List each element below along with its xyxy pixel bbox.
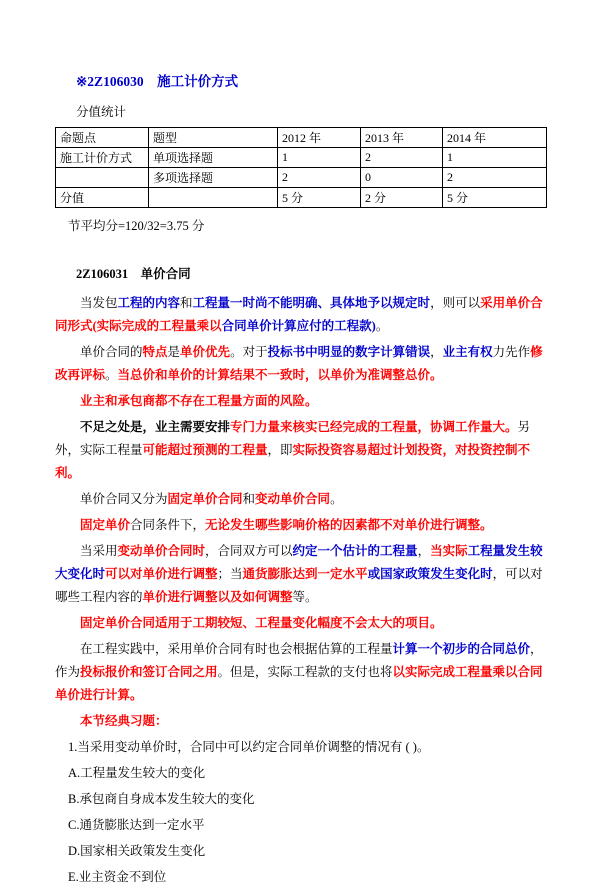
text-run: 当总价和单价的计算结果不一致时，以单价为准调整总价。 (117, 368, 443, 382)
text-run: 。但是，实际工程款的支付也将 (217, 665, 393, 679)
text-run: 修改再评标 (55, 345, 543, 382)
table-cell: 单项选择题 (149, 148, 278, 168)
option (68, 762, 552, 785)
text-run: ， (430, 345, 443, 359)
score-table-caption: 分值统计 (76, 105, 127, 119)
text-run: 以实际完成工程量乘以合同单价进行计算。 (55, 665, 543, 702)
text-run: 业主和承包商都不存在工程量方面的风险。 (80, 394, 318, 408)
text-run: C.通货膨胀达到一定水平 (68, 818, 205, 832)
table-cell: 施工计价方式 (56, 148, 149, 168)
text-run: 当发包 (80, 296, 118, 310)
table-cell: 5 分 (443, 188, 547, 208)
table-cell (149, 188, 278, 208)
table-cell: 2 (443, 168, 547, 188)
table-cell: 0 (361, 168, 443, 188)
text-run: 工程量发生较大变化时 (55, 544, 543, 581)
text-run: 变动单价合同 (255, 492, 331, 506)
text-run: ；当 (217, 567, 243, 581)
table-cell: 2 (278, 168, 361, 188)
table-cell: 5 分 (278, 188, 361, 208)
text-run: 是 (167, 345, 181, 359)
text-run: 合同条件下， (130, 518, 206, 532)
paragraph (55, 612, 552, 635)
text-run: 约定一个估计的工程量 (292, 544, 418, 558)
text-run: 在工程实践中，采用单价合同有时也会根据估算的工程量 (80, 642, 393, 656)
table-cell (56, 168, 149, 188)
average-score-note: 节平均分=120/32=3.75 分 (68, 219, 205, 233)
text-run: 不足之处是，业主需要安排 (80, 420, 231, 434)
text-run: 单价进行调整以及如何调整 (142, 590, 293, 604)
table-body (56, 148, 547, 208)
text-run: 。 (330, 492, 343, 506)
text-run: 工程量一时尚不能明确、具体地予以规定时 (192, 296, 431, 310)
section-heading: ※2Z106030 施工计价方式 (76, 74, 239, 89)
text-run: 固定单价 (80, 518, 131, 532)
text-run: 。 (375, 319, 389, 333)
text-run: 计算一个初步的合同总价 (392, 642, 531, 656)
table-row (56, 148, 547, 168)
text-run: ，则可以 (430, 296, 481, 310)
table-cell: 分值 (56, 188, 149, 208)
paragraph (55, 488, 552, 511)
table-cell: 1 (278, 148, 361, 168)
text-run: 工程的内容 (117, 296, 181, 310)
table-header-cell: 2013 年 (361, 128, 443, 148)
text-run: 专门力量来核实已经完成的工程量，协调工作量大。 (230, 420, 518, 434)
table-header-cell: 命题点 (56, 128, 149, 148)
paragraph (55, 638, 552, 707)
text-run: 单价合同又分为 (80, 492, 168, 506)
text-run: 投标报价和签订合同之用 (80, 665, 218, 679)
paragraph (55, 292, 552, 338)
option (68, 788, 552, 811)
paragraphs-container (55, 292, 552, 889)
text-run: B.承包商自身成本发生较大的变化 (68, 792, 255, 806)
option (68, 814, 552, 837)
text-run: 固定单价合同 (167, 492, 243, 506)
paragraph (55, 514, 552, 537)
text-run: 等。 (292, 590, 318, 604)
option (68, 840, 552, 863)
table-header-cell: 2014 年 (443, 128, 547, 148)
score-table (55, 127, 547, 208)
text-run: 变动单价合同时 (117, 544, 206, 558)
text-run: D.国家相关政策发生变化 (68, 844, 206, 858)
text-run: E.业主资金不到位 (68, 870, 167, 884)
table-header-cell: 2012 年 (278, 128, 361, 148)
paragraph (55, 341, 552, 387)
text-run: 。对于 (230, 345, 268, 359)
table-cell: 2 (361, 148, 443, 168)
question (68, 736, 552, 759)
text-run: 另外，实际工程量 (55, 420, 531, 457)
paragraph (55, 390, 552, 413)
text-run: 当实际 (430, 544, 468, 558)
text-run: 单价合同的 (80, 345, 143, 359)
text-run: 特点 (142, 345, 168, 359)
text-run: A.工程量发生较大的变化 (68, 766, 206, 780)
text-run: 通货膨胀达到一定水平 (242, 567, 368, 581)
paragraph (55, 540, 552, 609)
text-run: ，即 (267, 443, 293, 457)
text-run: 1.当采用变动单价时，合同中可以约定合同单价调整的情况有 ( )。 (68, 740, 430, 754)
paragraph (55, 416, 552, 485)
text-run: 本节经典习题： (80, 714, 168, 728)
text-run: 业主有权 (442, 345, 493, 359)
text-run: 。 (105, 368, 118, 382)
text-run: 或国家政策发生变化时 (367, 567, 493, 581)
text-run: 采用单价合同形式(实际完成的工程量乘以 (55, 296, 543, 333)
table-header-row (56, 128, 547, 148)
text-run: ， (417, 544, 431, 558)
table-cell: 1 (443, 148, 547, 168)
exercise-heading (55, 710, 552, 733)
text-run: 可以对单价进行调整 (105, 567, 218, 581)
table-cell: 多项选择题 (149, 168, 278, 188)
text-run: 力先作 (492, 345, 531, 359)
text-run: 实际投资容易超过计划投资，对投资控制不利。 (55, 443, 531, 480)
text-run: 合同单价计算应付的工程款) (221, 319, 376, 333)
text-run: 投标书中明显的数字计算错误 (267, 345, 431, 359)
text-run: 单价优先 (180, 345, 231, 359)
text-run: 固定单价合同适用于工期较短、工程量变化幅度不会太大的项目。 (80, 616, 443, 630)
option (68, 866, 552, 889)
text-run: ，可以对哪些工程内容的 (55, 567, 543, 604)
text-run: ，合同双方可以 (205, 544, 293, 558)
subsection-heading: 2Z106031 单价合同 (76, 267, 191, 281)
text-run: 和 (242, 492, 256, 506)
text-run: 当采用 (80, 544, 118, 558)
text-run: 无论发生哪些影响价格的因素都不对单价进行调整。 (205, 518, 493, 532)
text-run: 和 (180, 296, 193, 310)
table-row (56, 168, 547, 188)
text-run: ，作为 (55, 642, 543, 679)
table-row (56, 188, 547, 208)
table-header-cell: 题型 (149, 128, 278, 148)
text-run: 可能超过预测的工程量 (142, 443, 268, 457)
table-cell: 2 分 (361, 188, 443, 208)
